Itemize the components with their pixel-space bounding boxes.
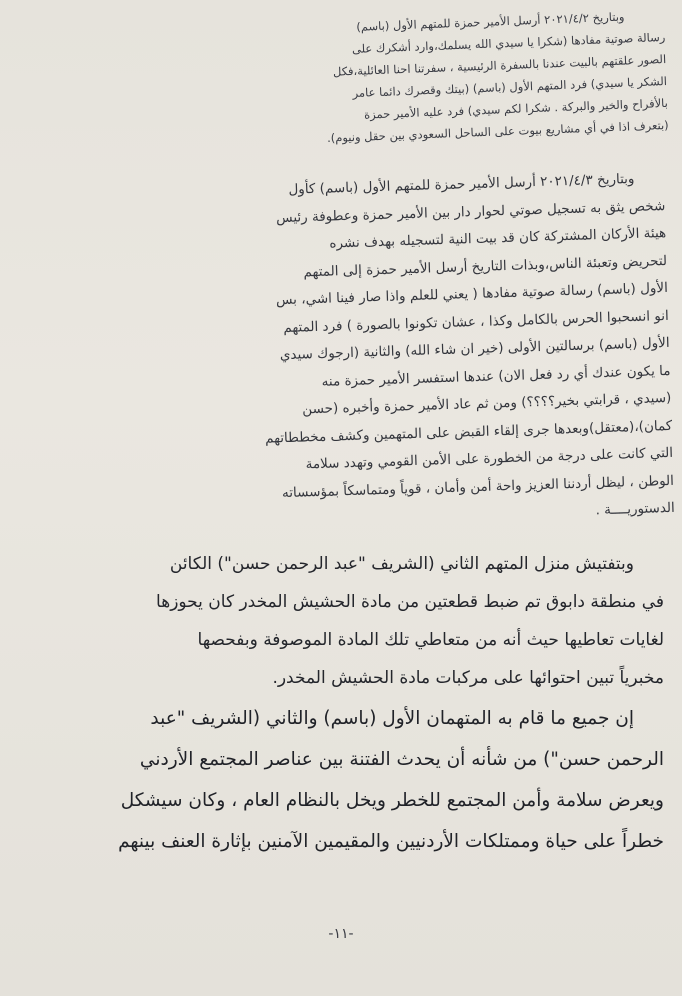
text-line: الرحمن حسن") من شأنه أن يحدث الفتنة بين عناصر المجتمع الأردني bbox=[139, 749, 664, 770]
text-line: لغايات تعاطيها حيث أنه من متعاطي تلك المادة الموصوفة وبفحصها bbox=[197, 630, 664, 650]
text-line: الصور علقتهم بالبيت عندنا بالسفرة الرئيسية ، سفرتنا احنا العائلية،فكل bbox=[332, 51, 667, 79]
text-line: (سيدي ، قرابتي بخير؟؟؟؟) ومن ثم عاد الأمير حمزة وأخبره (حسن bbox=[302, 389, 672, 418]
text-line: ما يكون عندك أي رد فعل الان) عندها استفسر الأمير حمزة منه bbox=[321, 362, 671, 390]
text-line: وبتاريخ ٢٠٢١/٤/٣ أرسل الأمير حمزة للمتهم الأول (باسم) كأول bbox=[288, 170, 635, 198]
paragraph-conclusion bbox=[18, 698, 664, 862]
text-line: مخبرياً تبين احتوائها على مركبات مادة الحشيش المخدر. bbox=[272, 668, 664, 688]
text-line: الدستوريــــة . bbox=[595, 499, 676, 519]
text-line: الوطن ، ليظل أردننا العزيز واحة أمن وأمان ، قوياً ومتماسكاً بمؤسساته bbox=[281, 472, 675, 501]
text-line: التي كانت على درجة من الخطورة على الأمن القومي وتهدد سلامة bbox=[305, 444, 674, 473]
text-line: (بتعرف اذا في أي مشاريع بيوت على الساحل السعودي بين حقل ونيوم). bbox=[326, 117, 669, 146]
page-number: -١١- bbox=[328, 926, 354, 942]
text-line: رسالة صوتية مفادها (شكرا يا سيدي الله يسلمك،وارد أشكرك على bbox=[351, 29, 666, 57]
paragraph-april-2 bbox=[18, 4, 669, 161]
text-line: في منطقة دابوق تم ضبط قطعتين من مادة الحشيش المخدر كان يحوزها bbox=[156, 592, 664, 612]
text-line: الأول (باسم) برسالتين الأولى (خير ان شاء الله) والثانية (ارجوك سيدي bbox=[279, 334, 670, 364]
text-line: هيئة الأركان المشتركة كان قد بيت النية لتسجيله بهدف نشره bbox=[329, 224, 667, 252]
text-line: الشكر يا سيدي) فرد المتهم الأول (باسم) (بيتك وقصرك دائما عامر bbox=[352, 73, 668, 101]
paragraph-search-findings bbox=[18, 545, 664, 697]
text-line: كمان)،(معتقل)وبعدها جرى إلقاء القبض على المتهمين وكشف مخططاتهم bbox=[264, 417, 673, 447]
text-line: خطراً على حياة وممتلكات الأردنيين والمقيمين الآمنين بإثارة العنف بينهم bbox=[118, 831, 664, 852]
paragraph-april-3 bbox=[18, 165, 675, 543]
text-line: شخص يثق به تسجيل صوتي لحوار دار بين الأمير حمزة وعطوفة رئيس bbox=[275, 197, 666, 226]
text-line: وبتفتيش منزل المتهم الثاني (الشريف "عبد الرحمن حسن") الكائن bbox=[169, 554, 634, 574]
text-line: بالأفراح والخير والبركة . شكرا لكم سيدي) فرد عليه الأمير حمزة bbox=[363, 95, 669, 122]
text-line: ويعرض سلامة وأمن المجتمع للخطر ويخل بالنظام العام ، وكان سيشكل bbox=[120, 790, 664, 811]
text-line: انو انسحبوا الحرس بالكامل وكذا ، عشان تكونوا بالصورة ) فرد المتهم bbox=[283, 307, 669, 336]
text-line: لتحريض وتعبئة الناس،وبذات التاريخ أرسل الأمير حمزة إلى المتهم bbox=[303, 252, 668, 280]
text-line: إن جميع ما قام به المتهمان الأول (باسم) والثاني (الشريف "عبد bbox=[150, 708, 634, 729]
text-line: الأول (باسم) رسالة صوتية مفادها ( يعني للعلم واذا صار فينا اشي، بس bbox=[275, 279, 669, 309]
text-line: وبتاريخ ٢٠٢١/٤/٢ أرسل الأمير حمزة للمتهم الأول (باسم) bbox=[356, 9, 625, 34]
